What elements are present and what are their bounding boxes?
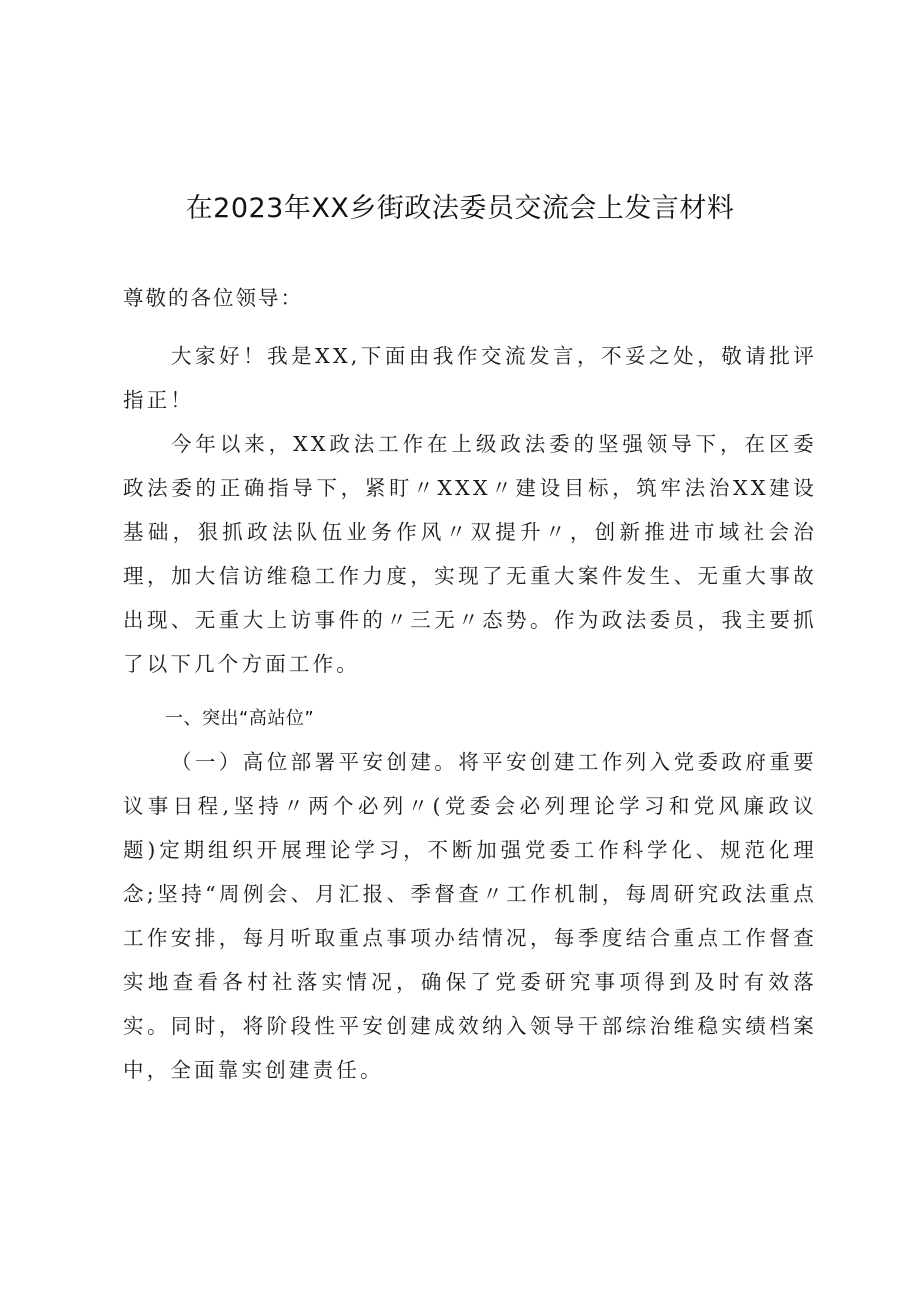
document-title: 在2023年XX乡街政法委员交流会上发言材料 (185, 193, 735, 224)
section-heading: 一、突出“高站位” (165, 708, 315, 729)
section-paragraph: （一）高位部署平安创建。将平安创建工作列入党委政府重要议事日程,坚持〃两个必列〃(党委会必列理论学习和党风廉政议题)定期组织开展理论学习，不断加强党委工作科学化、规范化理念;坚持“周例会、月汇报、季督查〃工作机制，每周研究政法重点工作安排，每月听取重点事项办结情况，每季度结合重点工作督查实地查看各村社落实情况，确保了党委研究事项得到及时有效落实。同时，将阶段性平安创建成效纳入领导干部综治维稳实绩档案中，全面靠实创建责任。 (123, 750, 817, 1082)
summary-paragraph: 今年以来，XX政法工作在上级政法委的坚强领导下，在区委政法委的正确指导下，紧盯〃XXX〃建设目标，筑牢法治XX建设基础，狠抓政法队伍业务作风〃双提升〃，创新推进市域社会治理，加大信访维稳工作力度，实现了无重大案件发生、无重大事故出现、无重大上访事件的〃三无〃态势。作为政法委员，我主要抓了以下几个方面工作。 (123, 432, 817, 676)
salutation: 尊敬的各位领导： (123, 286, 303, 310)
greeting-paragraph: 大家好！我是XX,下面由我作交流发言，不妥之处，敬请批评指正！ (123, 344, 817, 412)
